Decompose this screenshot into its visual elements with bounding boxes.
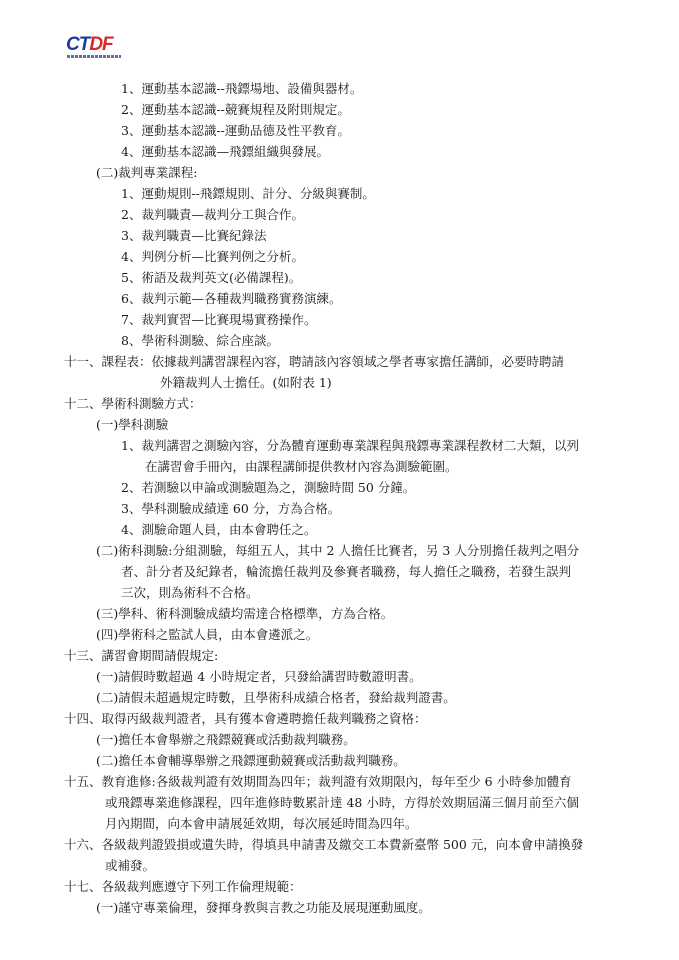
text-line: 或飛鏢專業進修課程，四年進修時數累計達 48 小時，方得於效期屆滿三個月前至六個 (105, 795, 579, 810)
text-line: 3、裁判職責—比賽紀錄法 (121, 228, 267, 243)
section-heading: 十四、取得丙級裁判證者，具有獲本會遴聘擔任裁判職務之資格： (64, 711, 427, 726)
text-line: 4、判例分析—比賽判例之分析。 (121, 249, 304, 264)
text-line: 1、裁判講習之測驗內容，分為體育運動專業課程與飛鏢專業課程教材二大類，以列 (121, 438, 579, 453)
text-line: 2、裁判職責—裁判分工與合作。 (121, 207, 304, 222)
text-line: 4、測驗命題人員，由本會聘任之。 (121, 522, 317, 537)
text-line: 1、運動基本認識--飛鏢場地、設備與器材。 (121, 81, 363, 96)
text-line: (一)謹守專業倫理，發揮身教與言教之功能及展現運動風度。 (96, 900, 431, 915)
text-line: 月內期間，向本會申請展延效期，每次展延時間為四年。 (105, 816, 418, 831)
text-line: 6、裁判示範—各種裁判職務實務演練。 (121, 291, 342, 306)
section-heading: 十二、學術科測驗方式： (64, 396, 202, 411)
text-line: 4、運動基本認識—飛鏢組織與發展。 (121, 144, 329, 159)
section-heading: 十三、講習會期間請假規定: (64, 648, 219, 663)
section-heading: 十七、各級裁判應遵守下列工作倫理規範： (64, 879, 302, 894)
text-line: (二)術科測驗:分組測驗，每組五人，其中 2 人擔任比賽者，另 3 人分別擔任裁判之唱分 (96, 543, 580, 558)
text-line: (四)學術科之監試人員，由本會遴派之。 (96, 627, 319, 642)
text-line: (一)請假時數超過 4 小時規定者，只發給講習時數證明書。 (96, 669, 422, 684)
text-line: (二)請假未超過規定時數，且學術科成績合格者，發給裁判證書。 (96, 690, 456, 705)
text-line: 者、計分者及紀錄者，輪流擔任裁判及參賽者職務，每人擔任之職務，若發生誤判 (121, 564, 572, 579)
text-line: 或補發。 (105, 858, 156, 873)
text-line: 三次，則為術科不合格。 (121, 585, 259, 600)
text-line: 3、運動基本認識--運動品德及性平教育。 (121, 123, 350, 138)
text-line: 外籍裁判人士擔任。(如附表 1) (160, 375, 332, 390)
text-line: (一)擔任本會舉辦之飛鏢競賽或活動裁判職務。 (96, 732, 356, 747)
ctdf-logo: CTDF (66, 34, 122, 62)
text-line: (二)擔任本會輔導舉辦之飛鏢運動競賽或活動裁判職務。 (96, 753, 406, 768)
text-line: 1、運動規則--飛鏢規則、計分、分級與賽制。 (121, 186, 375, 201)
section-heading: 十六、各級裁判證毀損或遺失時，得填具申請書及繳交工本費新臺幣 500 元，向本會申請換發 (64, 837, 584, 852)
section-heading: (一)學科測驗 (96, 417, 169, 432)
section-heading: (二)裁判專業課程: (96, 165, 198, 180)
text-line: 2、若測驗以申論或測驗題為之，測驗時間 50 分鐘。 (121, 480, 416, 495)
section-heading: 十一、課程表：依據裁判講習課程內容，聘請該內容領域之學者專家擔任講師，必要時聘請 (64, 354, 565, 369)
text-line: 7、裁判實習—比賽現場實務操作。 (121, 312, 317, 327)
text-line: 8、學術科測驗、綜合座談。 (121, 333, 279, 348)
text-line: 在講習會手冊內，由課程講師提供教材內容為測驗範圍。 (145, 459, 458, 474)
text-line: 5、術語及裁判英文(必備課程)。 (121, 270, 302, 285)
text-line: (三)學科、術科測驗成績均需達合格標準，方為合格。 (96, 606, 394, 621)
text-line: 2、運動基本認識--競賽規程及附則規定。 (121, 102, 350, 117)
text-line: 3、學科測驗成績達 60 分，方為合格。 (121, 501, 341, 516)
section-heading: 十五、教育進修:各級裁判證有效期間為四年；裁判證有效期限內，每年至少 6 小時參加體育 (64, 774, 572, 789)
